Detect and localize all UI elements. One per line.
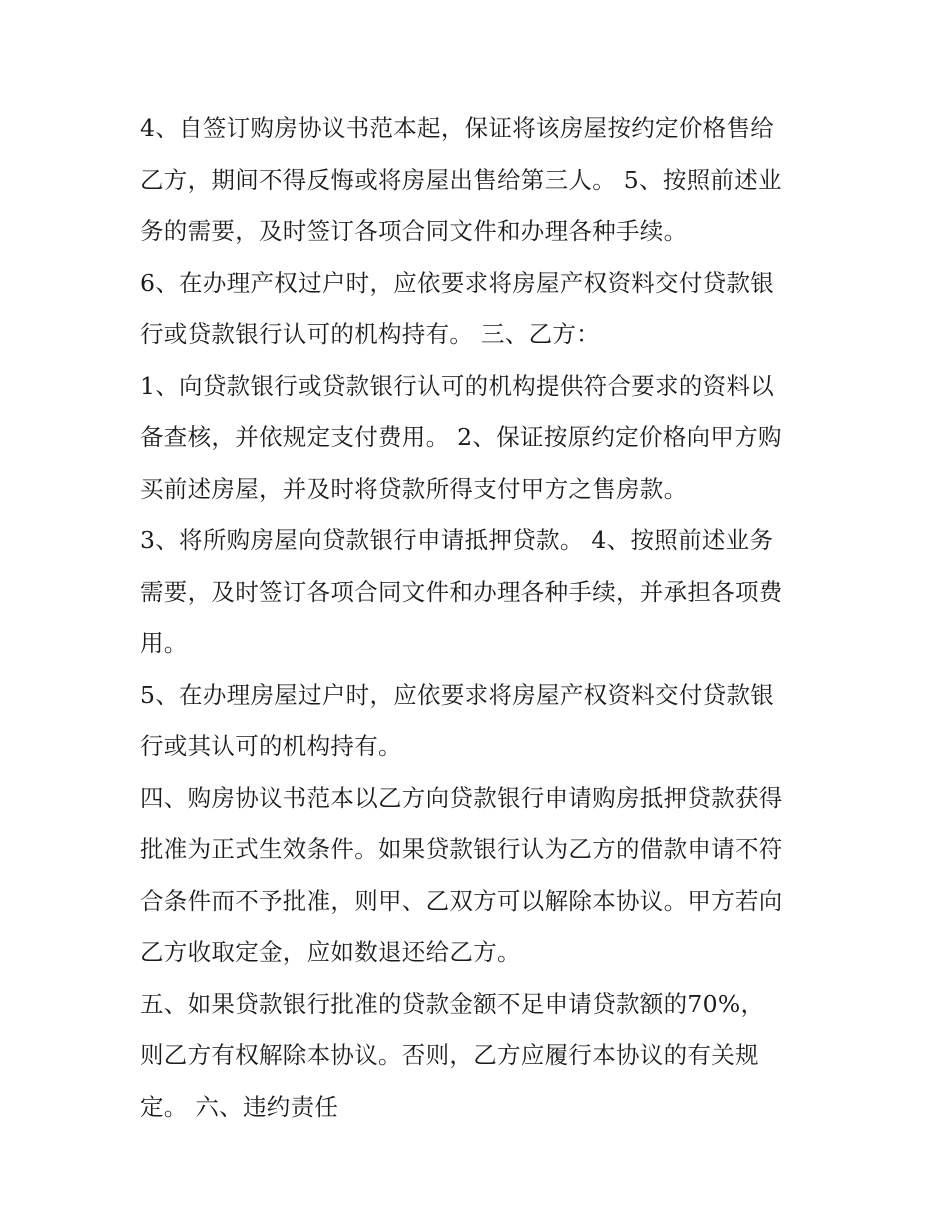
text-line: 乙方收取定金，应如数退还给乙方。 [140, 938, 521, 966]
text-line: 行或贷款银行认可的机构持有。 三、乙方： [140, 320, 600, 348]
text-line: 用。 [140, 629, 188, 657]
text-line: 4、自签订购房协议书范本起，保证将该房屋按约定价格售给 [140, 114, 775, 142]
text-line: 则乙方有权解除本协议。否则，乙方应履行本协议的有关规 [140, 1041, 759, 1069]
document-body [140, 103, 820, 1133]
text-line: 3、将所购房屋向贷款银行申请抵押贷款。 4、按照前述业务 [140, 526, 774, 554]
text-line: 务的需要，及时签订各项合同文件和办理各种手续。 [140, 217, 688, 245]
text-line: 乙方，期间不得反悔或将房屋出售给第三人。 5、按照前述业 [140, 165, 782, 194]
text-line: 买前述房屋，并及时将贷款所得支付甲方之售房款。 [140, 474, 688, 503]
text-line: 合条件而不予批准，则甲、乙双方可以解除本协议。甲方若向 [140, 886, 783, 915]
text-line: 五、如果贷款银行批准的贷款金额不足申请贷款额的70%， [140, 989, 765, 1018]
text-line: 批准为正式生效条件。如果贷款银行认为乙方的借款申请不符 [140, 835, 783, 863]
text-line: 需要，及时签订各项合同文件和办理各种手续，并承担各项费 [140, 577, 783, 606]
text-line: 5、在办理房屋过户时，应依要求将房屋产权资料交付贷款银 [140, 680, 775, 709]
text-line: 备查核，并依规定支付费用。 2、保证按原约定价格向甲方购 [140, 423, 782, 451]
text-line: 行或其认可的机构持有。 [140, 732, 402, 760]
text-line: 1、向贷款银行或贷款银行认可的机构提供符合要求的资料以 [140, 371, 775, 400]
text-line: 6、在办理产权过户时，应依要求将房屋产权资料交付贷款银 [140, 268, 775, 297]
text-line: 四、购房协议书范本以乙方向贷款银行申请购房抵押贷款获得 [140, 783, 783, 812]
text-line: 定。 六、违约责任 [140, 1092, 339, 1121]
